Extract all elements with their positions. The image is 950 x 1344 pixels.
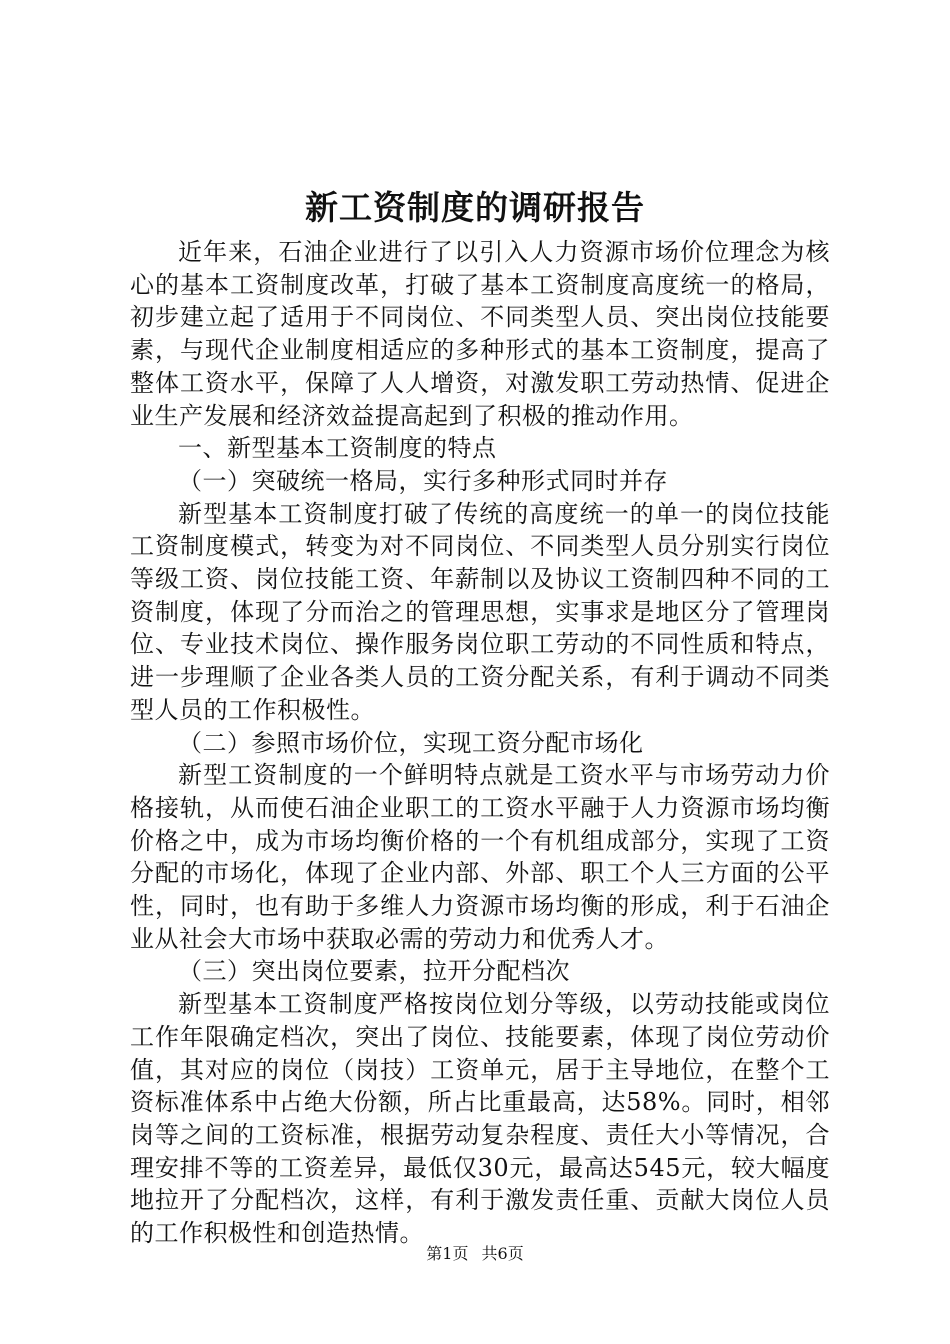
section-heading-1: 一、新型基本工资制度的特点 [178, 434, 497, 463]
subsection-heading-3: （三）突出岗位要素，拉开分配档次 [178, 957, 570, 986]
paragraph-2: 新型工资制度的一个鲜明特点就是工资水平与市场劳动力价格接轨，从而使石油企业职工的工资水平融于人力资源市场均衡价格之中，成为市场均衡价格的一个有机组成部分，实现了工资分配的市场化，体现了企业内部、外部、职工个人三方面的公平性，同时，也有助于多维人力资源市场均衡的形成，利于石油企业从社会大市场中获取必需的劳动力和优秀人才。 [130, 761, 830, 953]
page-total: 共6页 [481, 1244, 524, 1263]
paragraph-intro: 近年来，石油企业进行了以引入人力资源市场价位理念为核心的基本工资制度改革，打破了基本工资制度高度统一的格局，初步建立起了适用于不同岗位、不同类型人员、突出岗位技能要素，与现代企业制度相适应的多种形式的基本工资制度，提高了整体工资水平，保障了人人增资，对激发职工劳动热情、促进企业生产发展和经济效益提高起到了积极的推动作用。 [130, 238, 830, 430]
subsection-heading-1: （一）突破统一格局，实行多种形式同时并存 [178, 466, 668, 495]
paragraph-1: 新型基本工资制度打破了传统的高度统一的单一的岗位技能工资制度模式，转变为对不同岗位、不同类型人员分别实行岗位等级工资、岗位技能工资、年薪制以及协议工资制四种不同的工资制度，体现了分而治之的管理思想，实事求是地区分了管理岗位、专业技术岗位、操作服务岗位职工劳动的不同性质和特点，进一步理顺了企业各类人员的工资分配关系，有利于调动不同类型人员的工作积极性。 [130, 499, 830, 724]
document-body [130, 236, 830, 1250]
subsection-heading-2: （二）参照市场价位，实现工资分配市场化 [178, 728, 644, 757]
page-number: 第1页 [426, 1244, 469, 1263]
document-title: 新工资制度的调研报告 [305, 188, 645, 227]
paragraph-3: 新型基本工资制度严格按岗位划分等级，以劳动技能或岗位工作年限确定档次，突出了岗位、技能要素，体现了岗位劳动价值，其对应的岗位（岗技）工资单元，居于主导地位，在整个工资标准体系中占绝大份额，所占比重最高，达58%。同时，相邻岗等之间的工资标准，根据劳动复杂程度、责任大小等情况，合理安排不等的工资差异，最低仅30元，最高达545元，较大幅度地拉开了分配档次，这样，有利于激发责任重、贡献大岗位人员的工作积极性和创造热情。 [130, 990, 830, 1248]
page-footer [0, 1243, 950, 1265]
